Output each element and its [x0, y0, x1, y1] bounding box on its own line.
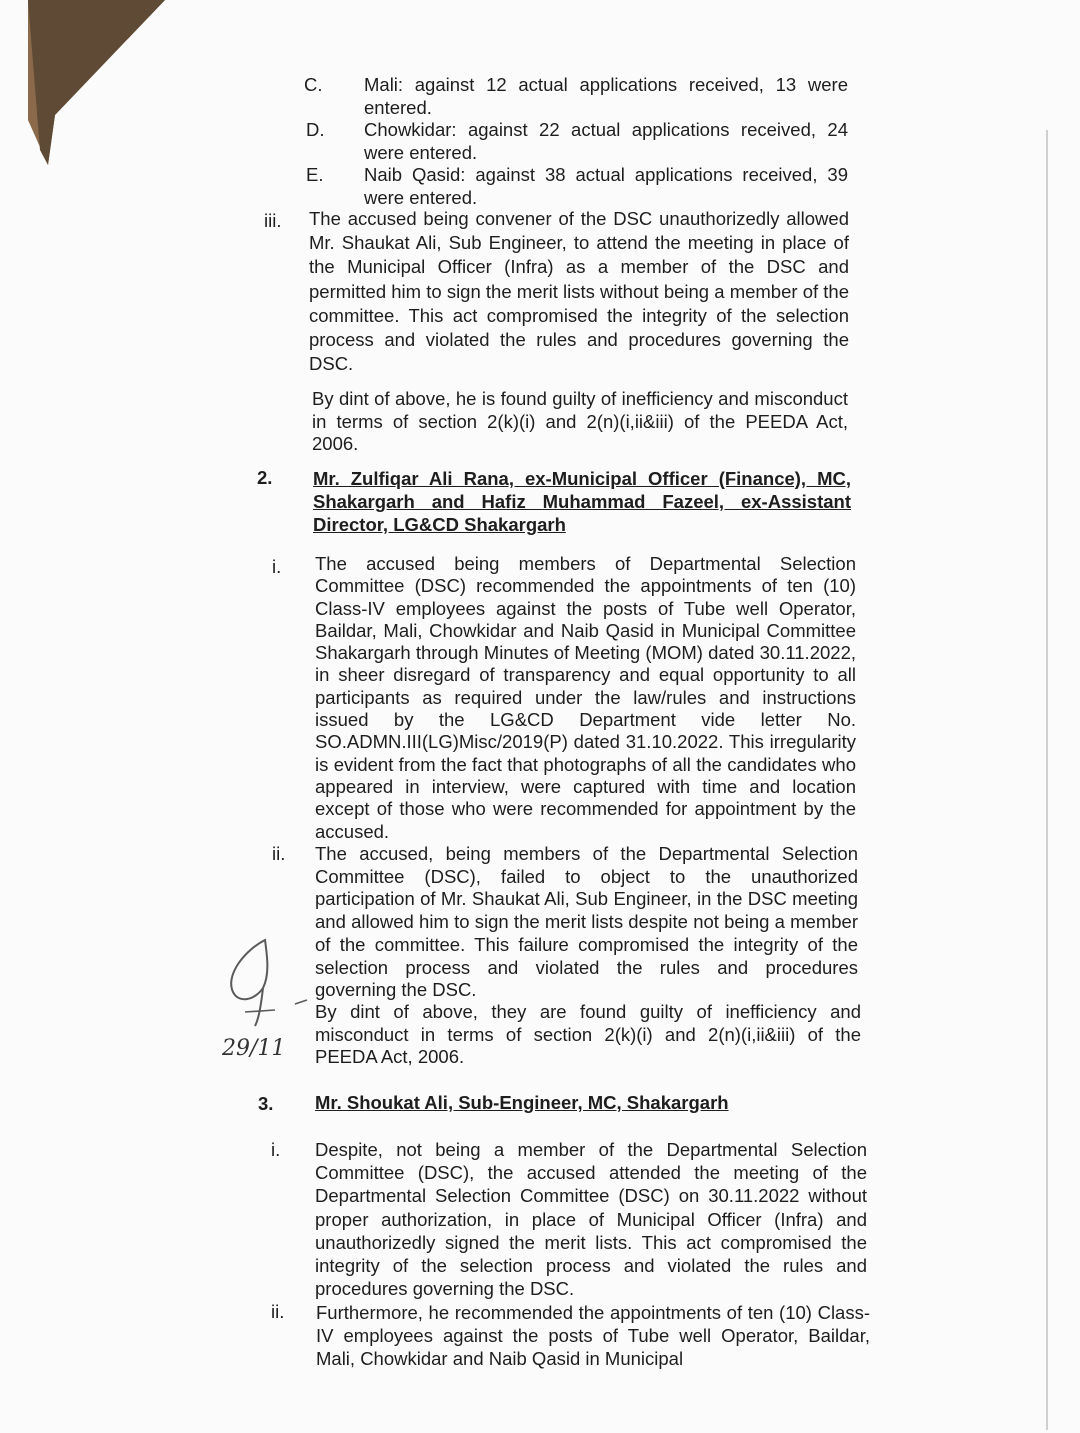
item-d-text: Chowkidar: against 22 actual applications received, 24 were entered. [364, 119, 848, 163]
item-e-text: Naib Qasid: against 38 actual applications received, 39 were entered. [364, 164, 848, 208]
section3-ii-text: Furthermore, he recommended the appointments of ten (10) Class-IV employees against the posts of Tube well Operator, Baildar, Mali, Chowkidar and Naib Qasid in Municipal [316, 1302, 870, 1370]
item-d-label: D. [306, 119, 325, 140]
section2-i-label: i. [272, 556, 282, 577]
section2-number: 2. [257, 467, 273, 488]
section2-conclusion: By dint of above, they are found guilty of inefficiency and misconduct in terms of section 2(k)(i) and 2(n)(i,ii&iii) of the PEEDA Act, 2006. [315, 1001, 861, 1068]
section3-number: 3. [258, 1093, 274, 1114]
section3-i-text: Despite, not being a member of the Departmental Selection Committee (DSC), the accused attended the meeting of the Departmental Selection Committee (DSC) on 30.11.2022 without proper authorization, in place of Municipal Officer (Infra) and unauthorizedly signed the merit lists. This act compromised the integrity of the selection process and violated the rules and procedures governing the DSC. [315, 1139, 867, 1300]
section2-ii-label: ii. [272, 843, 286, 864]
section2-i-text: The accused being members of Departmental Selection Committee (DSC) recommended the appointments of ten (10) Class-IV employees against the posts of Tube well Operator, Baildar, Mali, Chowkidar and Naib Qasid in Municipal Committee Shakargarh through Minutes of Meeting (MOM) dated 30.11.2022, in sheer disregard of transparency and equal opportunity to all participants as required under the law/rules and instructions issued by the LG&CD Department vide letter No. SO.ADMN.III(LG)Misc/2019(P) dated 31.10.2022. This irregularity is evident from the fact that photographs of all the candidates who appeared in interview, were captured with time and location except of those who were recommended for appointment by the accused. [315, 553, 856, 842]
section1-conclusion: By dint of above, he is found guilty of inefficiency and misconduct in terms of section 2(k)(i) and 2(n)(i,ii&iii) of the PEEDA Act, 2006. [312, 388, 848, 454]
item-c-label: C. [304, 74, 323, 95]
handwritten-date: 29/11 [222, 1036, 286, 1061]
section3-ii-label: ii. [271, 1301, 285, 1322]
section3-i-label: i. [271, 1139, 281, 1160]
section2-ii-text: The accused, being members of the Departmental Selection Committee (DSC), failed to object to the unauthorized participation of Mr. Shaukat Ali, Sub Engineer, in the DSC meeting and allowed him to sign the merit lists despite not being a member of the committee. This failure compromised the integrity of the selection process and violated the rules and procedures governing the DSC. [315, 843, 858, 1001]
item-e-label: E. [306, 164, 324, 185]
section1-iii-label: iii. [264, 210, 282, 231]
section2-heading: Mr. Zulfiqar Ali Rana, ex-Municipal Officer (Finance), MC, Shakargarh and Hafiz Muhammad Fazeel, ex-Assistant Director, LG&CD Shakargarh [313, 468, 851, 535]
folded-corner-shadow [0, 0, 180, 180]
section1-iii-text: The accused being convener of the DSC unauthorizedly allowed Mr. Shaukat Ali, Sub Engineer, to attend the meeting in place of the Municipal Officer (Infra) as a member of the DSC and permitted him to sign the merit lists without being a member of the committee. This act compromised the integrity of the selection process and violated the rules and procedures governing the DSC. [309, 208, 849, 375]
item-c-text: Mali: against 12 actual applications received, 13 were entered. [364, 74, 848, 118]
page-edge-line [1046, 130, 1048, 1430]
section3-heading: Mr. Shoukat Ali, Sub-Engineer, MC, Shakargarh [315, 1092, 729, 1113]
